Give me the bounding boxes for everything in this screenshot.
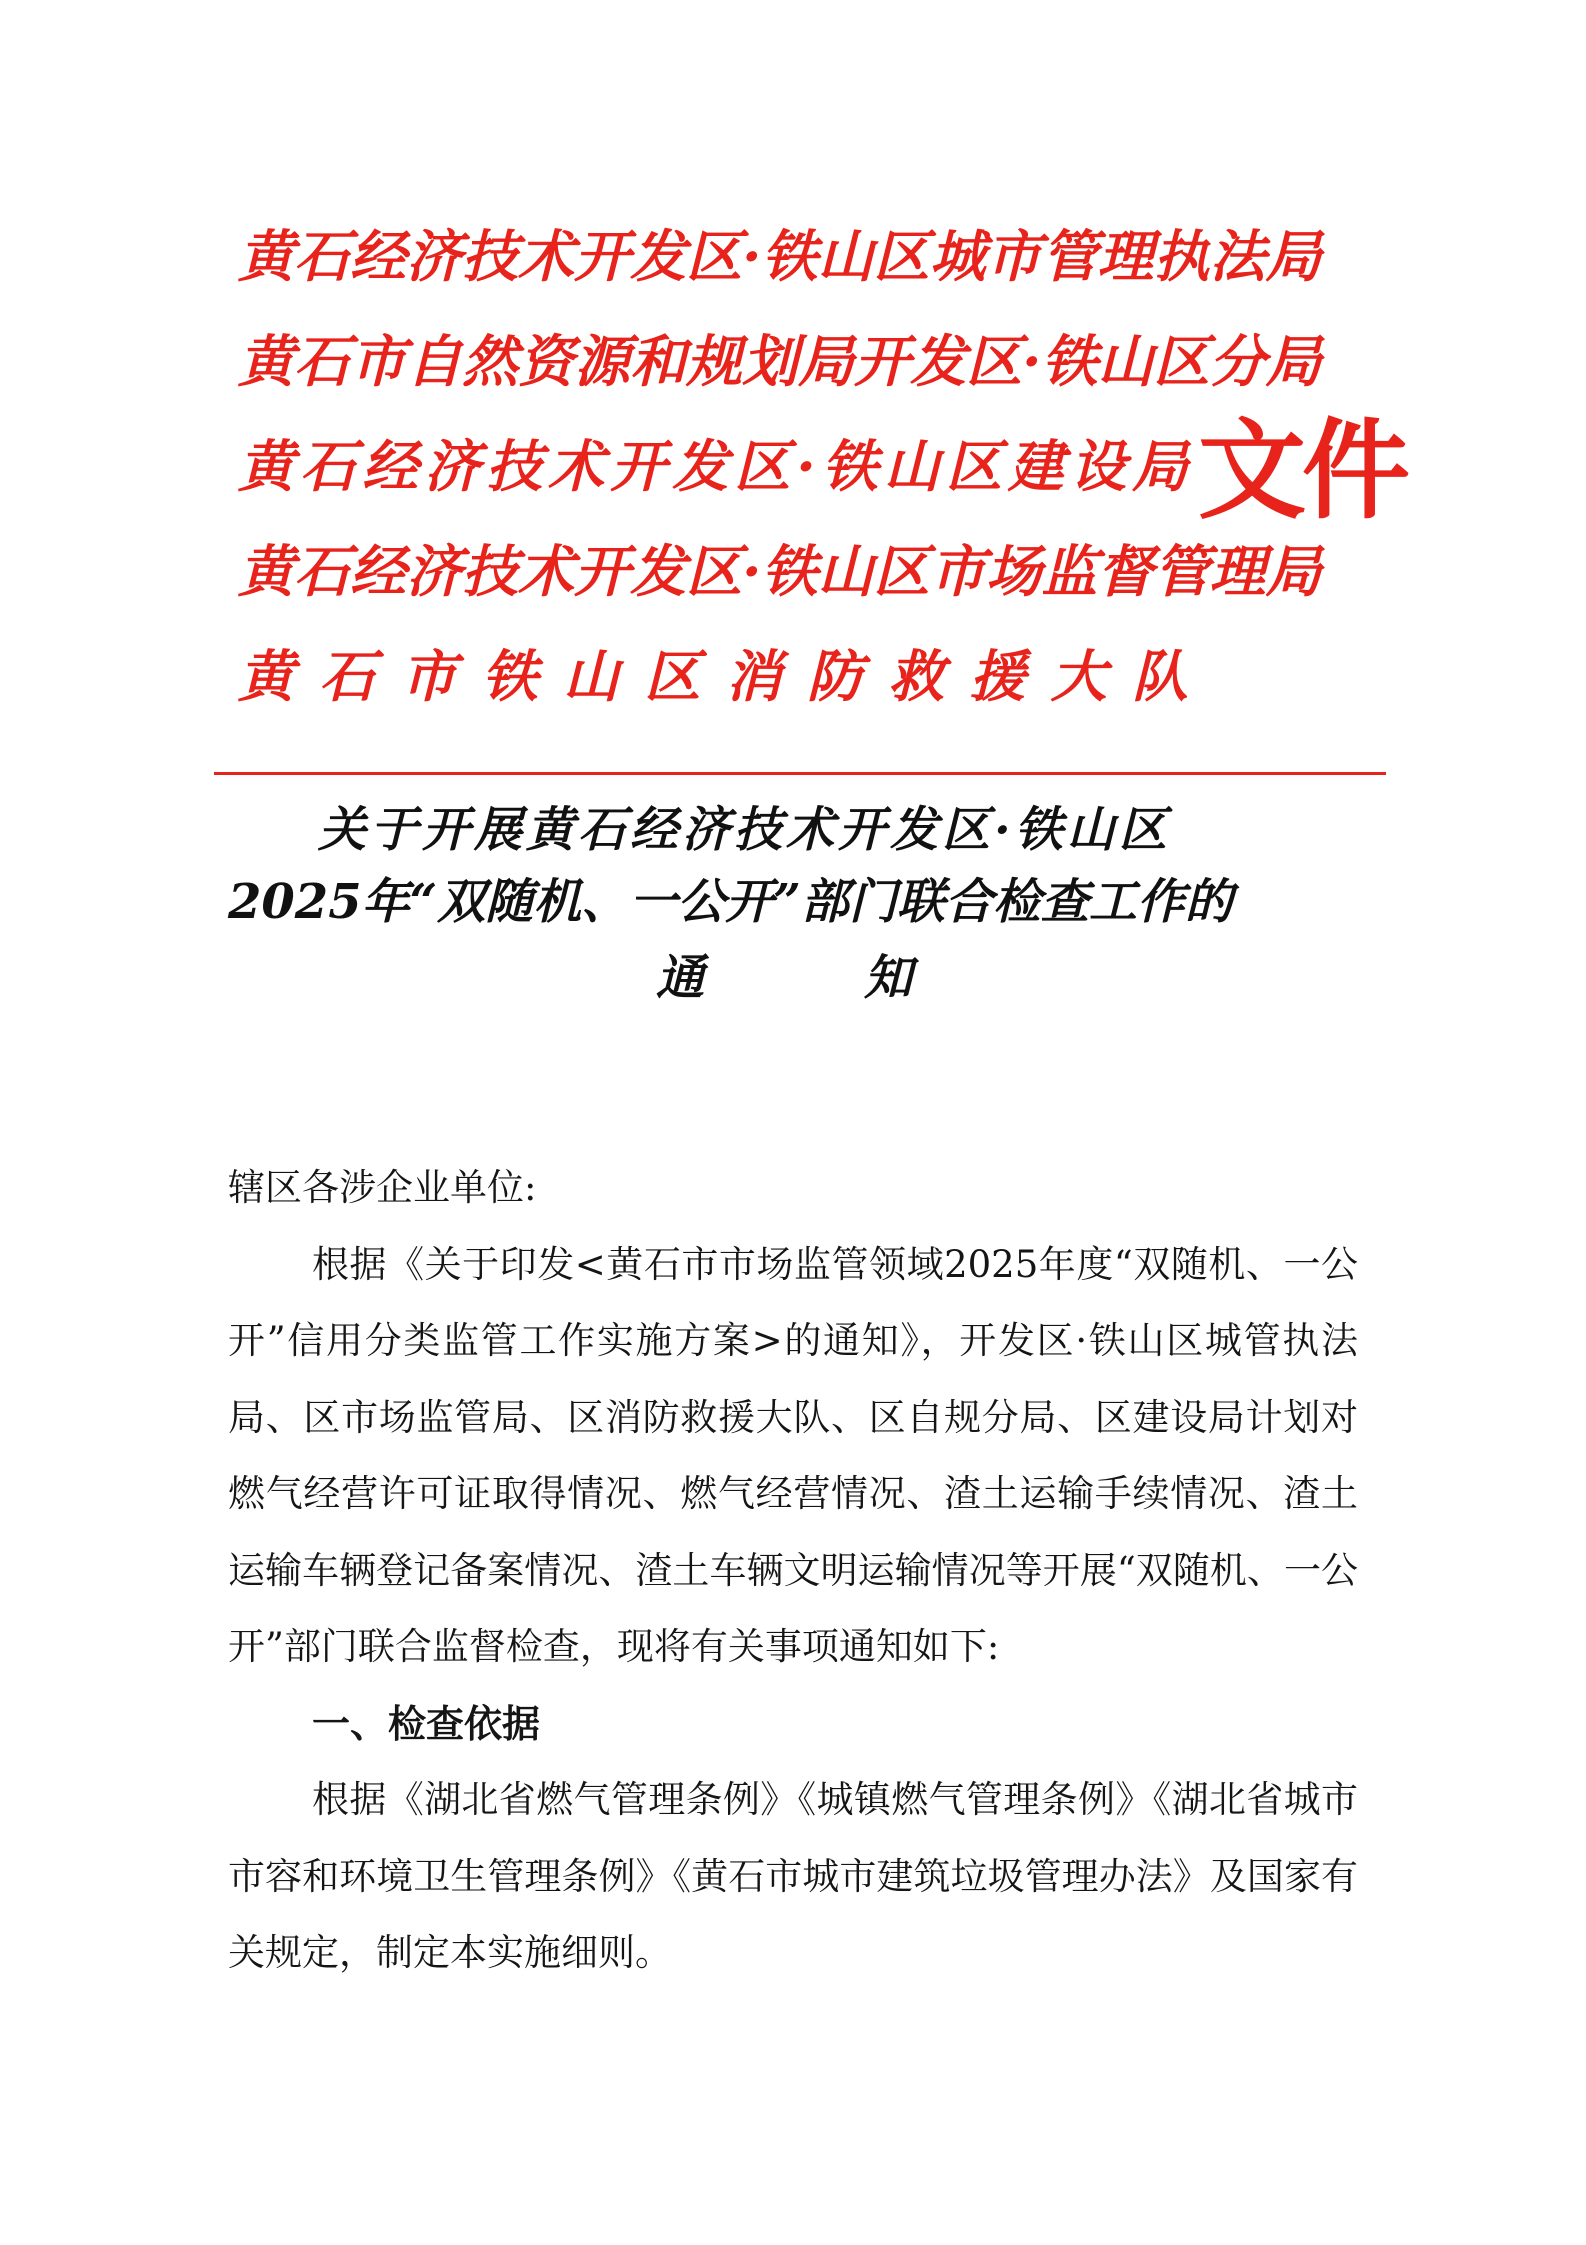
title-line-1: 关于开展黄石经济技术开发区·铁山区 (318, 802, 1171, 858)
paragraph-1: 根据《关于印发<黄石市市场监管领域2025年度“双随机、一公开”信用分类监管工作实施方案>的通知》，开发区·铁山区城管执法局、区市场监管局、区消防救援大队、区自规分局、区建设局计划对燃气经营许可证取得情况、燃气经营情况、渣土运输手续情况、渣土运输车辆登记备案情况、渣土车辆文明运输情况等开展“双随机、一公开”部门联合监督检查，现将有关事项通知如下: (228, 1242, 1358, 1668)
header-divider (214, 772, 1386, 775)
issuer-line-5: 黄 石 市 铁 山 区 消 防 救 援 大 队 (238, 644, 1188, 710)
salutation: 辖区各涉企业单位: (228, 1166, 537, 1209)
document-body (228, 1150, 1358, 1992)
title-line-2: 2025年“双随机、一公开”部门联合检查工作的 (228, 874, 1233, 930)
section-1-heading: 一、检查依据 (312, 1701, 541, 1746)
paragraph-2: 根据《湖北省燃气管理条例》《城镇燃气管理条例》《湖北省城市市容和环境卫生管理条例》《黄石市城市建筑垃圾管理办法》及国家有关规定，制定本实施细则。 (228, 1778, 1358, 1974)
issuer-line-4: 黄 石 经 济 技 术 开 发 区 · 铁 山 区 市 场 监 督 管 理 局 (238, 539, 1322, 605)
document-suffix: 文件 (1198, 409, 1407, 534)
issuer-line-3: 黄 石 经 济 技 术 开 发 区 · 铁 山 区 建 设 局 (238, 434, 1188, 500)
issuer-line-1: 黄 石 经 济 技 术 开 发 区 · 铁 山 区 城 市 管 理 执 法 局 (238, 224, 1322, 290)
issuer-line-2: 黄 石 市 自 然 资 源 和 规 划 局 开 发 区 · 铁 山 区 分 局 (238, 329, 1322, 395)
title-line-3: 通知 (656, 950, 1073, 1006)
